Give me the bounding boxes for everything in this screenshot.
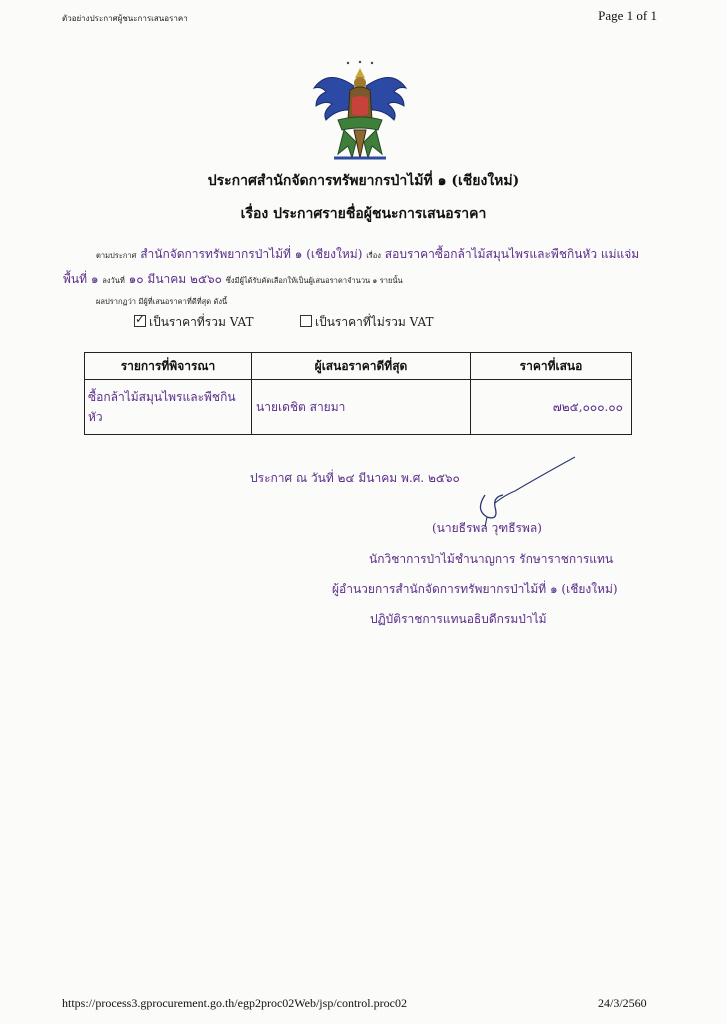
- announce-date: ประกาศ ณ วันที่ ๒๔ มีนาคม พ.ศ. ๒๕๖๐: [250, 471, 460, 485]
- label-subject: เรื่อง: [366, 251, 381, 260]
- table-header-row: [85, 353, 632, 380]
- page-subtitle: เรื่อง ประกาศรายชื่อผู้ชนะการเสนอราคา: [240, 206, 487, 222]
- signer-position-1: นักวิชาการป่าไม้ชำนาญการ รักษาราชการแทน: [369, 552, 614, 566]
- announcement-date: ๑๐ มีนาคม ๒๕๖๐: [128, 272, 222, 286]
- cell-bidder: นายเดชิต สายมา: [252, 380, 471, 435]
- signer-position-3: ปฏิบัติราชการแทนอธิบดีกรมป่าไม้: [370, 612, 547, 626]
- page-indicator: Page 1 of 1: [598, 8, 657, 23]
- label-according-to: ตามประกาศ: [96, 251, 137, 260]
- signer-position-2: ผู้อำนวยการสำนักจัดการทรัพยากรป่าไม้ที่ ๑ (เชียงใหม่): [332, 582, 618, 596]
- vat-included-label: เป็นราคาที่รวม VAT: [149, 315, 254, 329]
- body-line-2: [63, 270, 403, 289]
- vat-excluded-label: เป็นราคาที่ไม่รวม VAT: [315, 315, 434, 329]
- body-line-1: [96, 245, 639, 264]
- cell-price: ๗๒๕,๐๐๐.๐๐: [471, 380, 632, 435]
- vat-included-option[interactable]: [134, 313, 254, 332]
- footer-url: https://process3.gprocurement.go.th/egp2proc02Web/jsp/control.proc02: [62, 996, 407, 1010]
- subject-text: สอบราคาซื้อกล้าไม้สมุนไพรและพืชกินหัว แม่แจ่ม: [384, 247, 640, 261]
- result-text: ผลปรากฏว่า มีผู้ที่เสนอราคาที่ดีที่สุด ดังนี้: [96, 297, 228, 306]
- header-doc-label: ตัวอย่างประกาศผู้ชนะการเสนอราคา: [62, 14, 188, 23]
- checkbox-checked-icon[interactable]: [134, 315, 146, 327]
- header-bidder: ผู้เสนอราคาดีที่สุด: [252, 353, 471, 380]
- cell-item: ซื้อกล้าไม้สมุนไพรและพืชกินหัว: [85, 380, 252, 435]
- subject-area: พื้นที่ ๑: [63, 272, 99, 286]
- vat-excluded-option[interactable]: [300, 313, 434, 332]
- garuda-emblem-icon: [308, 58, 412, 166]
- selected-text: ซึ่งมีผู้ได้รับคัดเลือกให้เป็นผู้เสนอราคาจำนวน ๑ รายนั้น: [225, 276, 403, 285]
- header-item: รายการที่พิจารณา: [85, 353, 252, 380]
- page-title: ประกาศสำนักจัดการทรัพยากรป่าไม้ที่ ๑ (เชียงใหม่): [207, 173, 520, 189]
- table-row: [85, 380, 632, 435]
- signer-name: (นายธีรพล วุฑธีรพล): [432, 521, 542, 535]
- label-date: ลงวันที่: [102, 276, 125, 285]
- header-price: ราคาที่เสนอ: [471, 353, 632, 380]
- agency-name: สำนักจัดการทรัพยากรป่าไม้ที่ ๑ (เชียงใหม่): [140, 247, 363, 261]
- footer-date: 24/3/2560: [598, 996, 647, 1010]
- checkbox-unchecked-icon[interactable]: [300, 315, 312, 327]
- winner-table: [84, 352, 632, 435]
